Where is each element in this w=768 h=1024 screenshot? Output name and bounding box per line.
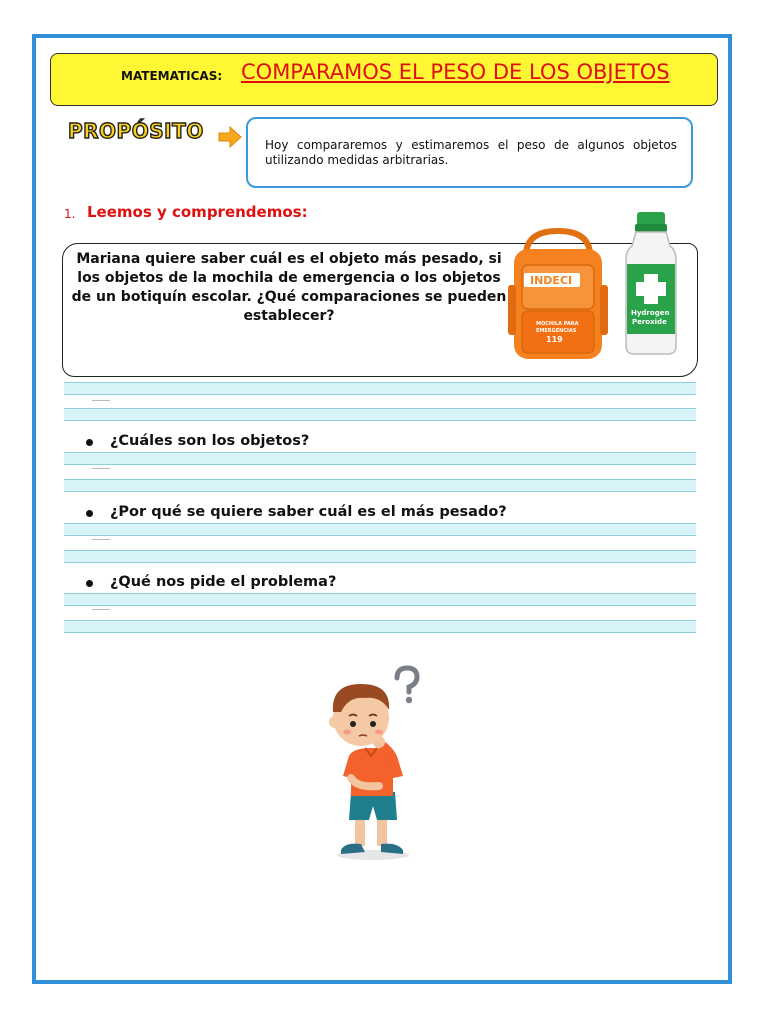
answer-line [64, 620, 696, 633]
backpack-label-2: EMERGENCIAS [536, 328, 577, 334]
answer-line [64, 593, 696, 606]
answer-line [64, 382, 696, 395]
story-text: Mariana quiere saber cuál es el objeto más pesado, si los objetos de la mochila de emergencia o los objetos de un botiquín escolar. ¿Qué comparaciones se pueden establecer? [71, 251, 507, 324]
question-mark-icon [397, 668, 417, 703]
header-banner [50, 53, 718, 106]
purpose-text: Hoy compararemos y estimaremos el peso de algunos objetos utilizando medidas arbitrarias. [265, 138, 677, 167]
bottle-label-1: Hydrogen [631, 309, 670, 317]
answer-lines-3 [64, 581, 696, 636]
backpack-image [508, 225, 608, 365]
answer-lines-1 [64, 440, 696, 495]
page-title: COMPARAMOS EL PESO DE LOS OBJETOS [241, 60, 670, 84]
backpack-number: 119 [546, 335, 563, 344]
purpose-label: PROPÓSITO [68, 119, 204, 143]
answer-lines-2 [64, 511, 696, 566]
question-1-text: ¿Cuáles son los objetos? [110, 433, 310, 449]
answer-line-dash [92, 400, 110, 401]
answer-line-dash [92, 609, 110, 610]
answer-line-dash [92, 539, 110, 540]
bottle-label-2: Peroxide [632, 318, 667, 326]
question-2-text: ¿Por qué se quiere saber cuál es el más pesado? [110, 504, 507, 520]
backpack-label-1: MOCHILA PARA [536, 321, 579, 327]
question-3-text: ¿Qué nos pide el problema? [110, 574, 337, 590]
purpose-box [246, 117, 693, 188]
answer-lines-0 [64, 370, 696, 425]
answer-line [64, 523, 696, 536]
subject-label: MATEMATICAS: [121, 69, 223, 83]
backpack-brand: INDECI [530, 274, 573, 287]
section-number: 1. [64, 207, 76, 221]
answer-line [64, 452, 696, 465]
answer-line [64, 408, 696, 421]
hydrogen-peroxide-bottle-image [620, 212, 682, 357]
answer-line [64, 479, 696, 492]
answer-line [64, 550, 696, 563]
section-title: Leemos y comprendemos: [87, 203, 308, 221]
answer-line-dash [92, 468, 110, 469]
arrow-right-icon [218, 125, 242, 149]
thinking-boy-illustration [305, 660, 435, 865]
